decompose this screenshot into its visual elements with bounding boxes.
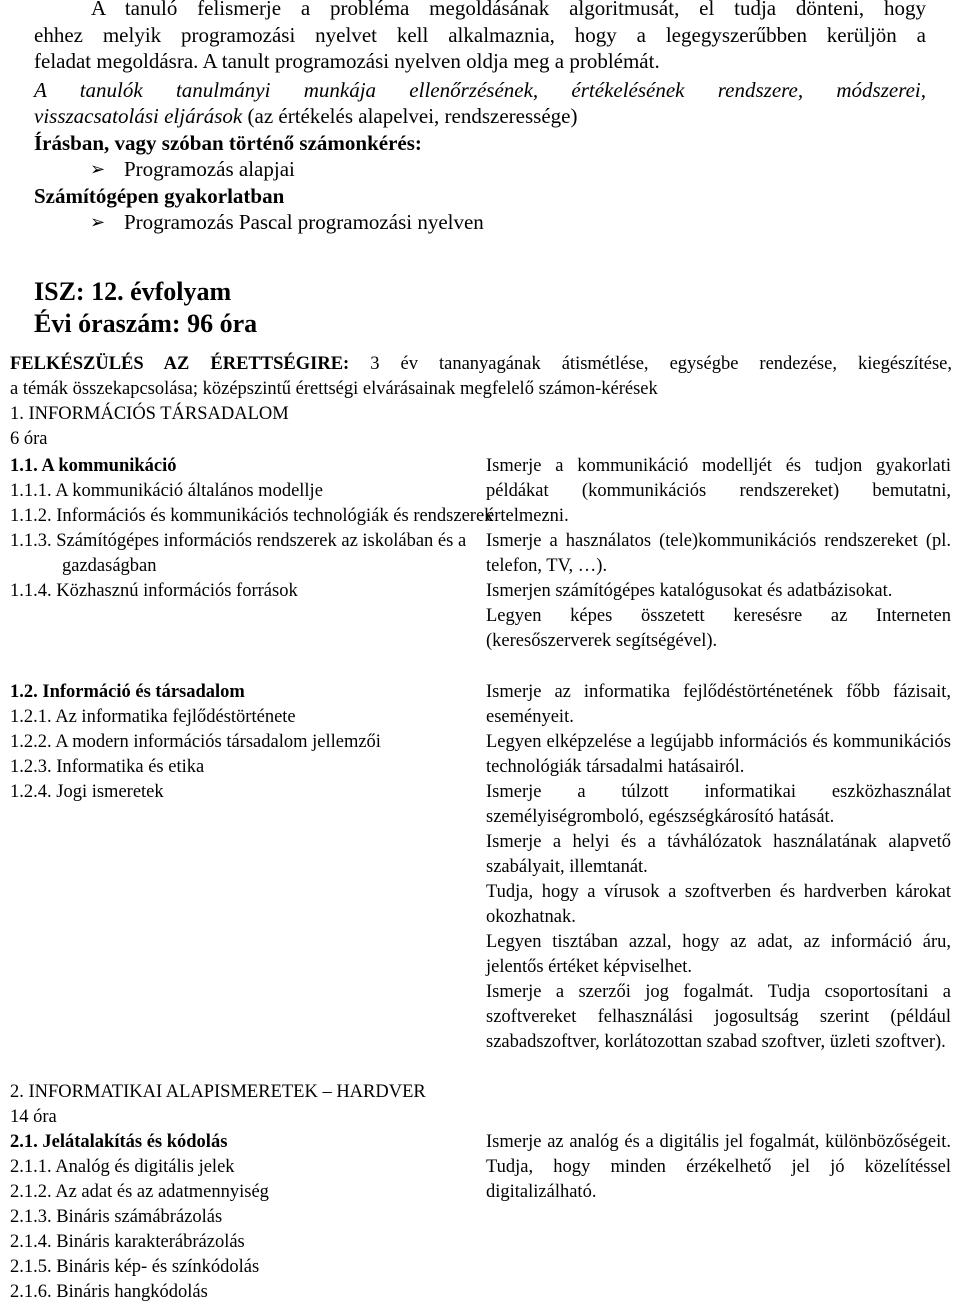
section-1-1-goals xyxy=(486,454,951,654)
goal-item: Ismerje a használatos (tele)kommunikációs rendszereket (pl. telefon, TV, …). xyxy=(486,531,951,576)
goal-item: Tudja, hogy a vírusok a szoftverben és hardverben károkat okozhatnak. xyxy=(486,882,951,927)
goal-item: Ismerje a kommunikáció modelljét és tudjon gyakorlati példákat (kommunikációs rendszereket) bemutatni, értelmezni. xyxy=(486,456,951,526)
chapter-2-heading xyxy=(10,1080,952,1130)
goal-item: Ismerje a túlzott informatikai eszközhasználat személyiségromboló, egészségkárosító hatását. xyxy=(486,782,951,827)
goal-item: Ismerje az analóg és a digitális jel fogalmát, különbözőségeit. Tudja, hogy minden érzékelhető jel jó közelítéssel digitalizálható. xyxy=(486,1132,951,1202)
written-item xyxy=(34,156,926,183)
list-item: 2.1.1. Analóg és digitális jelek xyxy=(10,1157,235,1177)
evaluation-line-1: A tanulók tanulmányi munkája ellenőrzésének, értékelésének rendszere, módszerei, xyxy=(34,77,926,102)
list-item: 2.1.5. Bináris kép- és színkódolás xyxy=(10,1257,260,1277)
prep-paragraph xyxy=(10,352,952,452)
arrow-bullet-icon: ➢ xyxy=(90,159,106,179)
chapter-2-title: 2. INFORMATIKAI ALAPISMERETEK – HARDVER xyxy=(10,1082,426,1102)
section-1-2-goals xyxy=(486,680,951,1055)
goal-item: Ismerje az informatika fejlődéstörténetének főbb fázisait, eseményeit. xyxy=(486,682,951,727)
intro-line-3: feladat megoldásra. A tanult programozási nyelven oldja meg a problémát. xyxy=(34,49,660,73)
practice-item-label: Programozás Pascal programozási nyelven xyxy=(124,210,484,234)
list-item: 1.2.3. Informatika és etika xyxy=(10,757,205,777)
list-item: 1.2.4. Jogi ismeretek xyxy=(10,782,164,802)
goal-item: Legyen képes összetett keresésre az Interneten (keresőszerverek segítségével). xyxy=(486,606,951,651)
goal-item: Legyen tisztában azzal, hogy az adat, az információ áru, jelentős értéket képviselhet. xyxy=(486,932,951,977)
goal-item: Ismerjen számítógépes katalógusokat és adatbázisokat. xyxy=(486,581,893,601)
arrow-bullet-icon: ➢ xyxy=(90,212,106,232)
goal-item: Ismerje a helyi és a távhálózatok használatának alapvető szabályait, illemtanát. xyxy=(486,832,951,877)
list-item: 1.2.2. A modern információs társadalom jellemzői xyxy=(10,732,381,752)
chapter-2-hours: 14 óra xyxy=(10,1107,57,1127)
evaluation-line-2 xyxy=(34,103,926,130)
annual-hours: Évi óraszám: 96 óra xyxy=(34,309,258,338)
section-2-1-goals xyxy=(486,1130,951,1305)
section-1-2 xyxy=(10,680,952,1055)
list-item: 1.1.3. Számítógépes információs rendszerek az iskolában és a gazdaságban xyxy=(10,531,467,576)
list-item: 1.2.1. Az informatika fejlődéstörténete xyxy=(10,707,296,727)
intro-line-1: A tanuló felismerje a probléma megoldásának algoritmusát, el tudja dönteni, hogy xyxy=(91,0,926,20)
section-2-1 xyxy=(10,1130,952,1305)
goal-item: Ismerje a szerzői jog fogalmát. Tudja csoportosítani a szoftvereket felhasználási jogosultság szerint (például szabadszoftver, korlátozottan szabad szoftver, üzleti szoftver). xyxy=(486,982,951,1052)
section-1-1 xyxy=(10,454,952,654)
chapter-1-hours: 6 óra xyxy=(10,429,48,449)
list-item: 2.1.2. Az adat és az adatmennyiség xyxy=(10,1182,269,1202)
list-item: 2.1.4. Bináris karakterábrázolás xyxy=(10,1232,245,1252)
prep-line-1 xyxy=(10,352,952,377)
practice-heading: Számítógépen gyakorlatban xyxy=(34,183,285,208)
intro-block xyxy=(34,0,926,236)
prep-label: FELKÉSZÜLÉS AZ ÉRETTSÉGIRE: xyxy=(10,354,350,374)
goal-item: Legyen elképzelése a legújabb információs és kommunikációs technológiák társadalmi hatásairól. xyxy=(486,732,951,777)
written-heading: Írásban, vagy szóban történő számonkérés: xyxy=(34,130,422,155)
list-item: 1.1.4. Közhasznú információs források xyxy=(10,581,298,601)
section-2-1-title: 2.1. Jelátalakítás és kódolás xyxy=(10,1132,228,1152)
chapter-1-title: 1. INFORMÁCIÓS TÁRSADALOM xyxy=(10,404,289,424)
prep-text-1: 3 év tananyagának átismétlése, egységbe rendezése, kiegészítése, xyxy=(349,354,952,374)
evaluation-italic: visszacsatolási eljárások xyxy=(34,104,243,128)
grade-block xyxy=(34,276,257,340)
section-1-1-topics xyxy=(10,454,494,654)
section-1-2-title: 1.2. Információ és társadalom xyxy=(10,682,245,702)
intro-line-2: ehhez melyik programozási nyelvet kell alkalmaznia, hogy a legegyszerűbben kerüljön a xyxy=(34,22,926,47)
list-item: 1.1.1. A kommunikáció általános modellje xyxy=(10,481,323,501)
prep-line-2: a témák összekapcsolása; középszintű érettségi elvárásainak megfelelő számon-kérések xyxy=(10,379,658,399)
list-item: 2.1.3. Bináris számábrázolás xyxy=(10,1207,223,1227)
practice-item xyxy=(34,209,926,236)
grade-title: ISZ: 12. évfolyam xyxy=(34,277,232,306)
list-item: 1.1.2. Információs és kommunikációs technológiák és rendszerek xyxy=(10,506,494,526)
evaluation-rest: (az értékelés alapelvei, rendszeressége) xyxy=(242,104,578,128)
section-1-2-topics xyxy=(10,680,486,1055)
list-item: 2.1.6. Bináris hangkódolás xyxy=(10,1282,208,1302)
section-2-1-topics xyxy=(10,1130,486,1305)
section-1-1-title: 1.1. A kommunikáció xyxy=(10,456,177,476)
written-item-label: Programozás alapjai xyxy=(124,157,295,181)
